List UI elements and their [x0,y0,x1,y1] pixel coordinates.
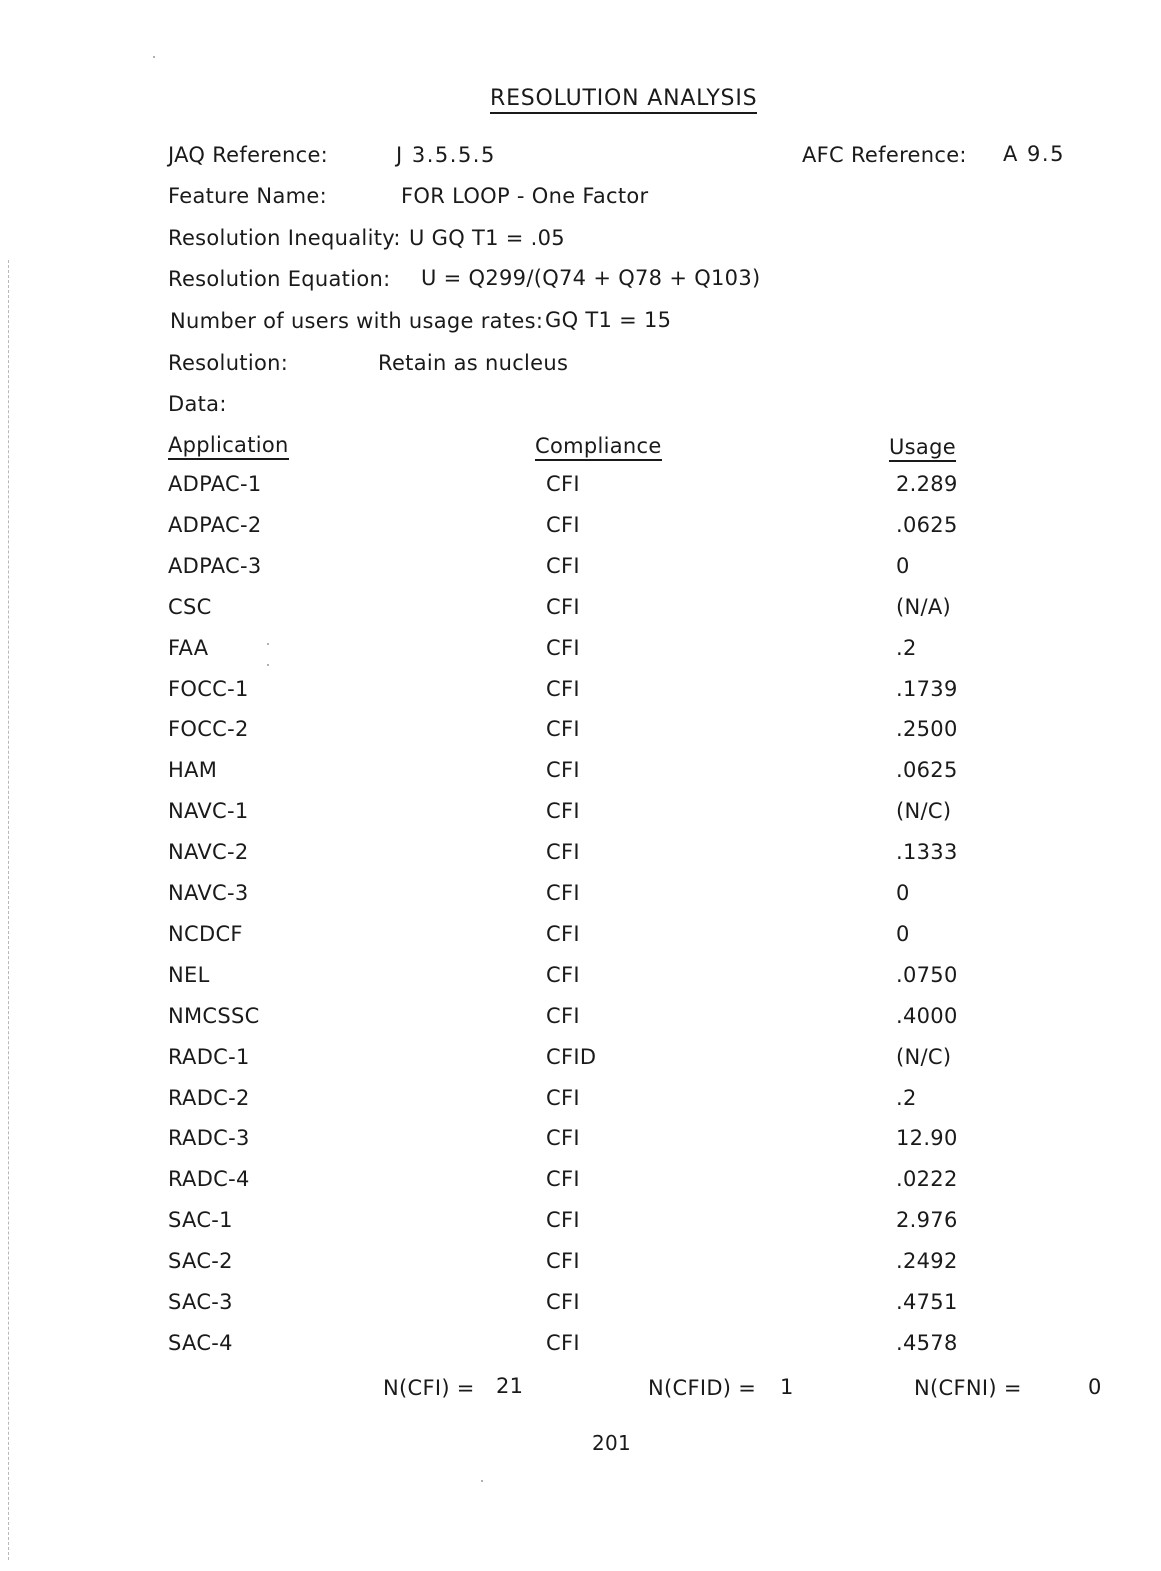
row-usage: .2500 [896,717,958,741]
row-compliance: CFI [546,472,580,496]
row-usage: 0 [896,922,910,946]
feature-name-label: Feature Name: [168,184,327,208]
row-usage: .0625 [896,513,958,537]
n-cfni-label: N(CFNI) = [914,1376,1022,1400]
scan-speck [481,1480,483,1482]
row-application: NAVC-1 [168,799,249,823]
n-cfni-value: 0 [1088,1375,1102,1399]
row-usage: .2 [896,1086,917,1110]
row-application: FOCC-2 [168,717,249,741]
n-cfi-label: N(CFI) = [383,1376,475,1400]
feature-name-value: FOR LOOP - One Factor [401,184,649,208]
users-count-value: GQ T1 = 15 [545,308,672,332]
jaq-reference-value: J 3.5.5.5 [396,143,496,167]
row-application: ADPAC-1 [168,472,262,496]
row-application: NAVC-2 [168,840,249,864]
n-cfid-value: 1 [780,1375,794,1399]
row-usage: .2 [896,636,917,660]
row-compliance: CFI [546,595,580,619]
usage-column-header: Usage [889,435,956,462]
row-usage: .4578 [896,1331,958,1355]
resolution-inequality-value: U GQ T1 = .05 [409,226,565,250]
row-application: RADC-1 [168,1045,250,1069]
scan-margin-line [8,260,9,1560]
resolution-label: Resolution: [168,351,289,375]
afc-reference-value: A 9.5 [1003,142,1065,166]
row-usage: 0 [896,881,910,905]
row-usage: .4751 [896,1290,958,1314]
row-usage: 2.976 [896,1208,958,1232]
row-application: NCDCF [168,922,243,946]
row-usage: .1739 [896,677,958,701]
row-compliance: CFI [546,717,580,741]
row-application: SAC-2 [168,1249,233,1273]
row-application: NMCSSC [168,1004,260,1028]
row-compliance: CFI [546,1290,580,1314]
users-count-label: Number of users with usage rates: [170,309,544,333]
resolution-equation-value: U = Q299/(Q74 + Q78 + Q103) [421,266,761,290]
row-usage: (N/C) [896,799,952,823]
n-cfid-label: N(CFID) = [648,1376,757,1400]
row-usage: .2492 [896,1249,958,1273]
row-compliance: CFI [546,1249,580,1273]
row-usage: .0222 [896,1167,958,1191]
row-usage: (N/A) [896,595,952,619]
row-application: ADPAC-3 [168,554,262,578]
data-label: Data: [168,392,227,416]
row-usage: 0 [896,554,910,578]
row-compliance: CFI [546,758,580,782]
row-compliance: CFI [546,1086,580,1110]
row-compliance: CFI [546,1004,580,1028]
row-usage: .4000 [896,1004,958,1028]
row-usage: 2.289 [896,472,958,496]
row-application: FAA [168,636,209,660]
resolution-inequality-label: Resolution Inequality: [168,226,401,250]
row-application: SAC-1 [168,1208,233,1232]
resolution-equation-label: Resolution Equation: [168,267,391,291]
row-usage: .0750 [896,963,958,987]
row-compliance: CFI [546,1126,580,1150]
row-compliance: CFI [546,922,580,946]
scan-speck [153,56,155,58]
row-application: SAC-3 [168,1290,233,1314]
row-application: HAM [168,758,218,782]
row-compliance: CFID [546,1045,597,1069]
row-compliance: CFI [546,677,580,701]
afc-reference-label: AFC Reference: [802,143,967,167]
row-compliance: CFI [546,513,580,537]
row-compliance: CFI [546,1208,580,1232]
row-usage: (N/C) [896,1045,952,1069]
n-cfi-value: 21 [496,1374,524,1398]
row-application: NEL [168,963,210,987]
page-number: 201 [592,1431,632,1455]
row-application: CSC [168,595,212,619]
resolution-value: Retain as nucleus [378,351,569,375]
row-application: RADC-4 [168,1167,250,1191]
row-application: FOCC-1 [168,677,249,701]
row-compliance: CFI [546,963,580,987]
row-compliance: CFI [546,1331,580,1355]
jaq-reference-label: JAQ Reference: [168,143,329,167]
row-compliance: CFI [546,881,580,905]
compliance-column-header: Compliance [535,434,662,461]
row-usage: .0625 [896,758,958,782]
scan-speck [267,664,269,666]
scan-speck [267,643,269,645]
page-title: RESOLUTION ANALYSIS [490,86,757,114]
row-compliance: CFI [546,840,580,864]
row-application: RADC-2 [168,1086,250,1110]
row-application: NAVC-3 [168,881,249,905]
row-compliance: CFI [546,1167,580,1191]
row-application: RADC-3 [168,1126,250,1150]
row-compliance: CFI [546,799,580,823]
row-usage: .1333 [896,840,958,864]
row-compliance: CFI [546,636,580,660]
row-application: ADPAC-2 [168,513,262,537]
row-usage: 12.90 [896,1126,958,1150]
application-column-header: Application [168,433,289,460]
row-compliance: CFI [546,554,580,578]
row-application: SAC-4 [168,1331,233,1355]
